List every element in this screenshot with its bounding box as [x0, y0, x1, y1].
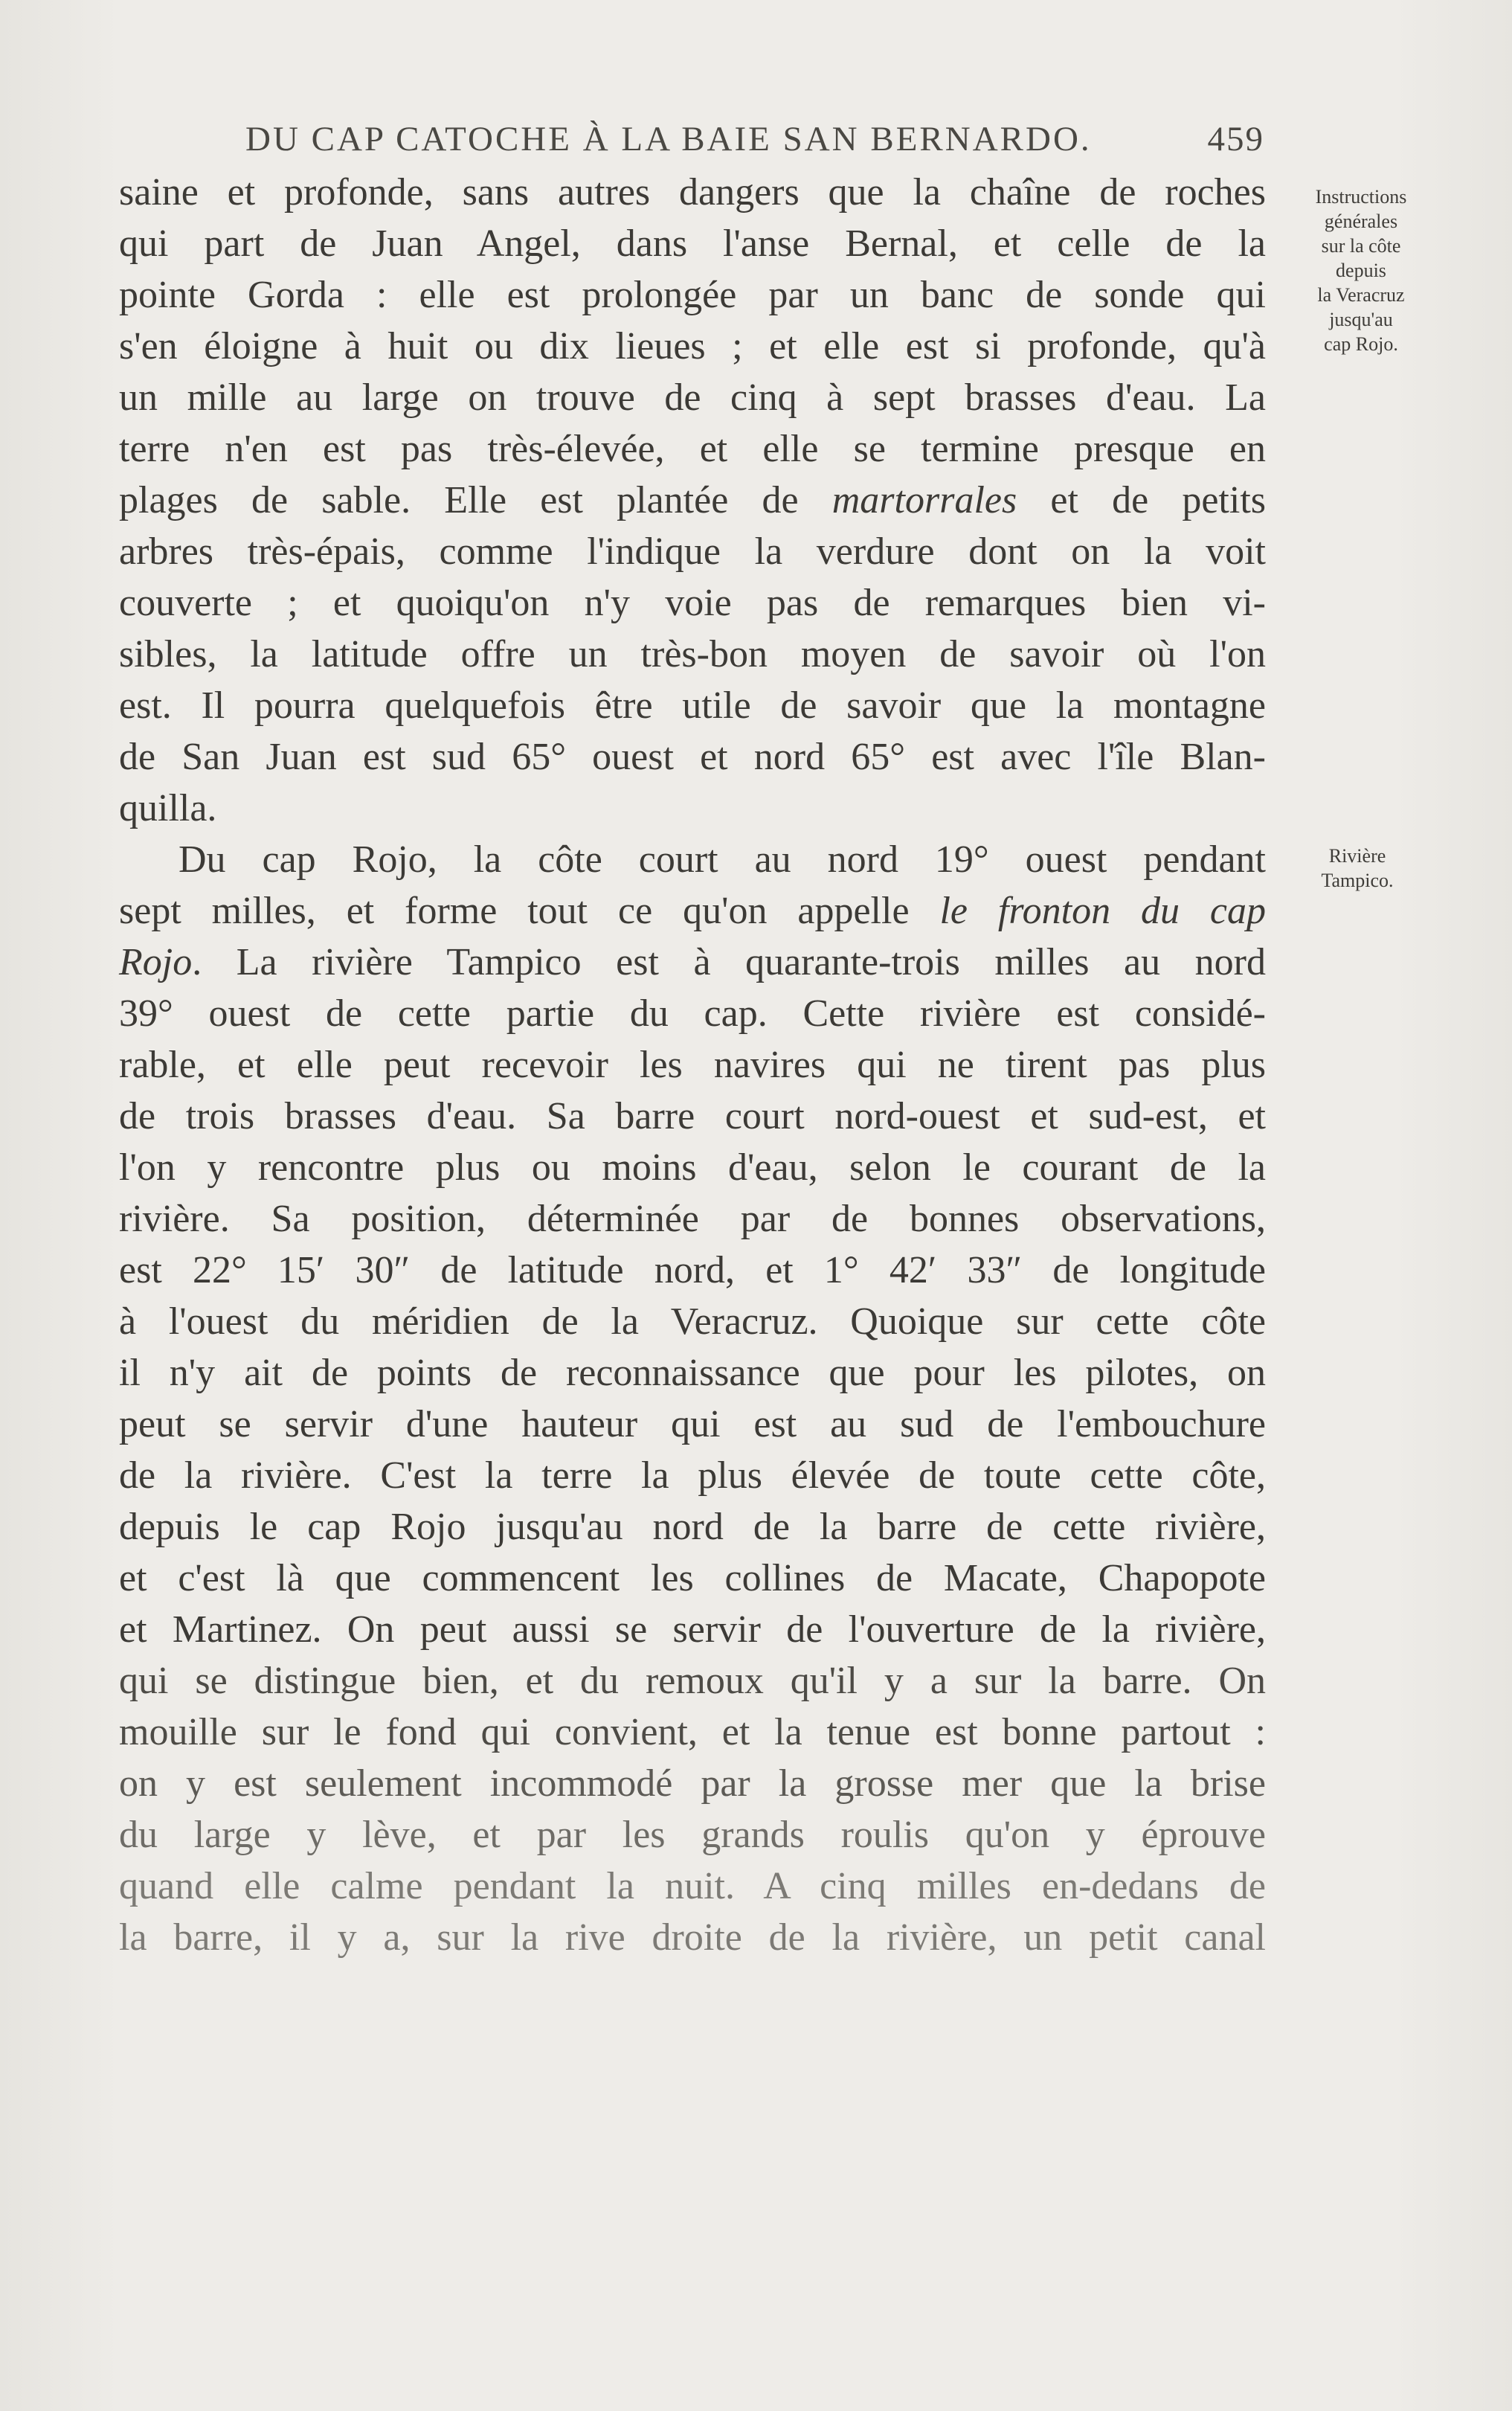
text-line: couverte ; et quoiqu'on n'y voie pas de remarques bien vi-: [119, 582, 1266, 624]
text-line: il n'y ait de points de reconnaissance que pour les pilotes, on: [119, 1352, 1266, 1394]
text-line: rivière. Sa position, déterminée par de bonnes observations,: [119, 1198, 1266, 1240]
text-line: de la rivière. C'est la terre la plus élevée de toute cette côte,: [119, 1454, 1266, 1497]
text-line: on y est seulement incommodé par la grosse mer que la brise: [119, 1762, 1266, 1805]
text-line: mouille sur le fond qui convient, et la tenue est bonne partout :: [119, 1711, 1266, 1753]
text-line: la barre, il y a, sur la rive droite de la rivière, un petit canal: [119, 1916, 1266, 1959]
text-line: quilla.: [119, 787, 217, 829]
text-line: arbres très-épais, comme l'indique la verdure dont on la voit: [119, 530, 1266, 573]
italic-term: martorrales: [831, 479, 1017, 521]
margin-note-line: Rivière: [1328, 845, 1386, 867]
margin-note-line: depuis: [1336, 260, 1386, 281]
text-line: rable, et elle peut recevoir les navires qui ne tirent pas plus: [119, 1044, 1266, 1086]
margin-note-line: sur la côte: [1321, 235, 1401, 257]
text-line: saine et profonde, sans autres dangers que la chaîne de roches: [119, 171, 1266, 214]
page-number: 459: [1207, 120, 1264, 158]
text-line: est 22° 15′ 30″ de latitude nord, et 1° 42′ 33″ de longitude: [119, 1249, 1266, 1291]
text-line: est. Il pourra quelquefois être utile de savoir que la montagne: [119, 684, 1266, 727]
text-line: qui part de Juan Angel, dans l'anse Bernal, et celle de la: [119, 222, 1266, 265]
text-line: depuis le cap Rojo jusqu'au nord de la barre de cette rivière,: [119, 1506, 1266, 1548]
text-line: plages de sable. Elle est plantée de martorrales et de petits: [119, 479, 1267, 521]
text-line: et c'est là que commencent les collines de Macate, Chapopote: [119, 1557, 1266, 1599]
margin-note-line: la Veracruz: [1317, 284, 1405, 306]
text-line: sibles, la latitude offre un très-bon moyen de savoir où l'on: [119, 633, 1266, 675]
text-line: l'on y rencontre plus ou moins d'eau, selon le courant de la: [119, 1146, 1266, 1189]
text-line: Rojo. La rivière Tampico est à quarante-trois milles au nord: [119, 941, 1266, 983]
italic-term: Rojo: [119, 941, 193, 983]
text-line: qui se distingue bien, et du remoux qu'il y a sur la barre. On: [119, 1660, 1266, 1702]
text-line: sept milles, et forme tout ce qu'on appelle le fronton du cap: [119, 890, 1266, 932]
text-line: un mille au large on trouve de cinq à sept brasses d'eau. La: [119, 376, 1266, 419]
text-line: s'en éloigne à huit ou dix lieues ; et elle est si profonde, qu'à: [119, 325, 1266, 367]
text-line: 39° ouest de cette partie du cap. Cette rivière est considé-: [119, 992, 1266, 1035]
margin-note-line: Tampico.: [1321, 870, 1394, 891]
text-line: à l'ouest du méridien de la Veracruz. Quoique sur cette côte: [119, 1300, 1266, 1343]
text-line: quand elle calme pendant la nuit. A cinq milles en-dedans de: [119, 1865, 1266, 1907]
margin-note-line: générales: [1324, 211, 1398, 232]
text-line: terre n'en est pas très-élevée, et elle se termine presque en: [119, 428, 1266, 470]
italic-term: le fronton du cap: [939, 890, 1266, 932]
text-line: Du cap Rojo, la côte court au nord 19° ouest pendant: [178, 838, 1266, 881]
text-line: de San Juan est sud 65° ouest et nord 65° est avec l'île Blan-: [119, 736, 1266, 778]
margin-note-line: Instructions: [1315, 186, 1407, 208]
text-line: de trois brasses d'eau. Sa barre court nord-ouest et sud-est, et: [119, 1095, 1266, 1137]
text-line: du large y lève, et par les grands roulis qu'on y éprouve: [119, 1814, 1266, 1856]
text-line: pointe Gorda : elle est prolongée par un banc de sonde qui: [119, 274, 1266, 316]
margin-note-line: cap Rojo.: [1324, 333, 1398, 355]
text-line: peut se servir d'une hauteur qui est au sud de l'embouchure: [119, 1403, 1266, 1445]
body-text: [119, 167, 1266, 1963]
running-title: DU CAP CATOCHE À LA BAIE SAN BERNARDO.: [245, 120, 1092, 158]
text-line: et Martinez. On peut aussi se servir de l'ouverture de la rivière,: [119, 1608, 1266, 1651]
margin-note-line: jusqu'au: [1329, 309, 1393, 330]
margin-note-instructions: [1275, 184, 1447, 356]
margin-note-tampico: [1290, 844, 1424, 893]
